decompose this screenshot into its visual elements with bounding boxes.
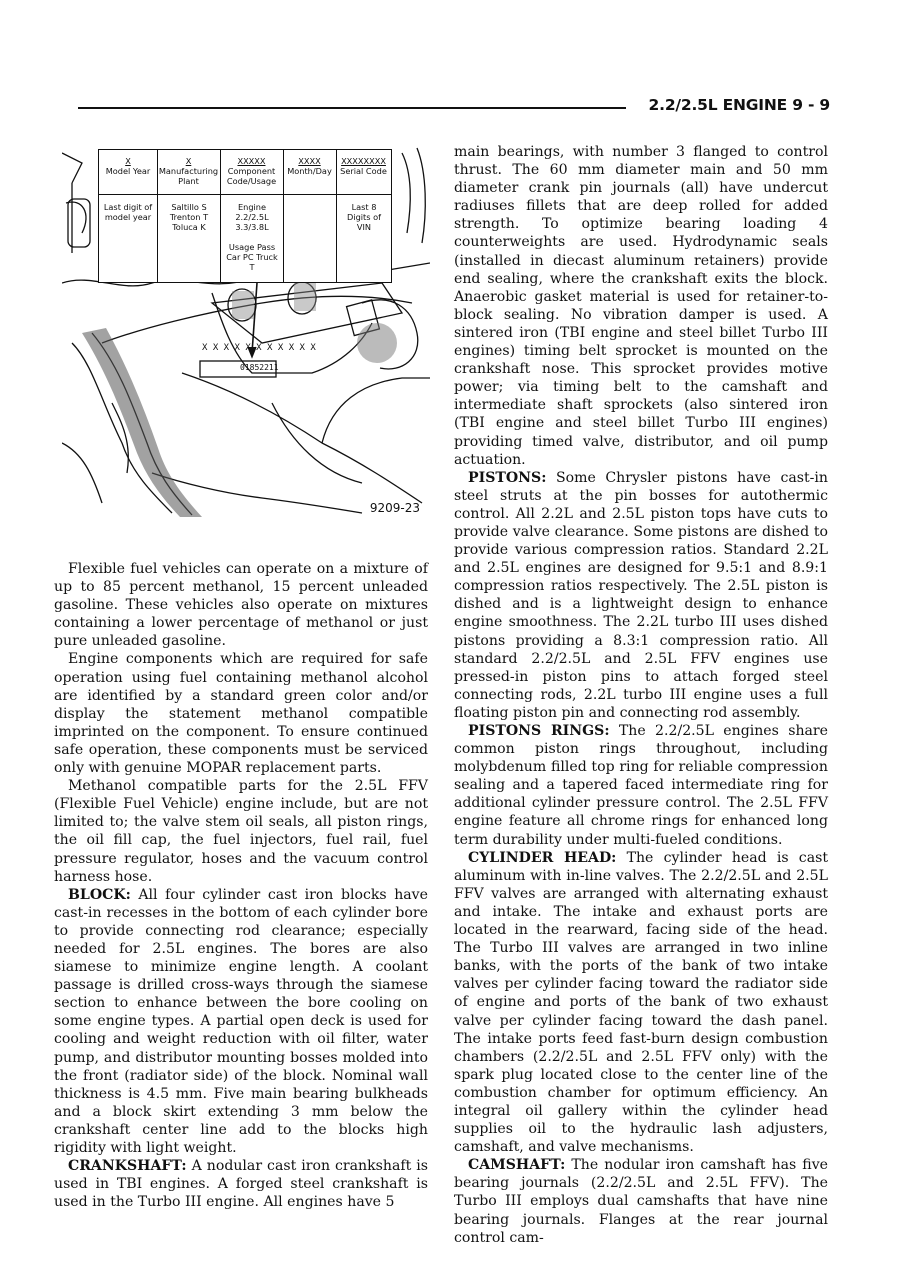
col-label: Month/Day	[287, 166, 332, 176]
table-divider	[99, 194, 391, 195]
table-col-plant	[157, 156, 220, 186]
paragraph-flexible-fuel: Flexible fuel vehicles can operate on a mixture of up to 85 percent methanol, 15 percent unleaded gasoline. These vehicles also operate on mixtures containing a lower percentage of methanol or just pure unleaded gasoline.	[54, 561, 428, 650]
table-col-model-year	[99, 156, 157, 176]
col-detail-component: Engine 2.2/2.5L 3.3/3.8L	[235, 202, 269, 232]
block-heading: BLOCK:	[68, 886, 131, 903]
col-label: Serial Code	[340, 166, 387, 176]
stamp-line-2: 01852211	[240, 363, 279, 372]
paragraph-crankshaft: CRANKSHAFT: A nodular cast iron crankshaft is used in TBI engines. A forged steel crankshaft is used in the Turbo III engine. All engines have 5	[54, 1158, 428, 1211]
col-detail-serial: Last 8 Digits of VIN	[346, 202, 382, 232]
cylinder-head-heading: CYLINDER HEAD:	[468, 849, 617, 866]
paragraph-pistons: PISTONS: Some Chrysler pistons have cast-in steel struts at the pin bosses for autothermic control. All 2.2L and 2.5L piston tops have cuts to provide valve clearance. Some pistons are dished to provide various compression ratios. Standard 2.2L and 2.5L engines are designed for 9.5:1 and 8.9:1 compression ratios respectively. The 2.5L piston is dished and is a lightweight design to enhance engine smoothness. The 2.2L turbo III uses dished pistons providing a 8.3:1 compression ratio. All standard 2.2/2.5L and 2.5L FFV engines use pressed-in piston pins to attach forged steel connecting rods, 2.2L turbo III engine uses a full floating piston pin and connecting rod assembly.	[454, 469, 828, 721]
paragraph-engine-components: Engine components which are required for safe operation using fuel containing methanol alcohol are identified by a standard green color and/or display the statement methanol compatible imprinted on the component. To ensure continued safe operation, these components must be serviced only with genuine MOPAR replacement parts.	[54, 651, 428, 777]
header-rule	[78, 107, 626, 109]
col-label: Manufacturing Plant	[158, 166, 219, 186]
pistons-heading: PISTONS:	[468, 469, 547, 486]
figure-code: 9209-23	[369, 501, 420, 515]
piston-rings-heading: PISTONS RINGS:	[468, 723, 610, 739]
col-code: XXXXX	[237, 156, 266, 166]
col-code: X	[185, 156, 192, 166]
col-label: Component Code/Usage	[226, 166, 277, 186]
left-column	[54, 560, 428, 1211]
stamp-line-1: X X X X X X X X X X X	[202, 343, 316, 353]
camshaft-heading: CAMSHAFT:	[468, 1157, 566, 1174]
paragraph-cylinder-head: CYLINDER HEAD: The cylinder head is cast aluminum with in-line valves. The 2.2/2.5L and 2.5L FFV valves are arranged with alternating exhaust and intake. The intake and exhaust ports are located in the rearward, facing side of the head. The Turbo III valves are arranged in two inline banks, with the ports of the bank of two intake valves per cylinder facing toward the radiator side of engine and ports of the bank of two exhaust valve per cylinder facing toward the dash panel. The intake ports feed fast-burn design combustion chambers (2.2/2.5L and 2.5L FFV only) with the spark plug located close to the center line of the combustion chamber for optimum efficiency. An integral oil gallery within the cylinder head supplies oil to the hydraulic lash adjusters, camshaft, and valve mechanisms.	[454, 849, 828, 1156]
col-detail-plant: Saltillo S Trenton T Toluca K	[169, 202, 209, 232]
col-detail-usage: Usage Pass Car PC Truck T	[226, 242, 278, 272]
table-col-component	[220, 156, 283, 186]
col-code: XXXX	[298, 156, 321, 166]
col-code: XXXXXXXX	[341, 156, 386, 166]
table-col-serial	[336, 156, 391, 176]
crankshaft-heading: CRANKSHAFT:	[68, 1158, 187, 1175]
engine-id-figure	[62, 143, 430, 521]
col-label: Model Year	[105, 166, 151, 176]
right-column	[454, 143, 828, 1247]
col-detail-model-year: Last digit of model year	[103, 202, 153, 222]
page-header	[78, 96, 830, 120]
paragraph-main-bearings: main bearings, with number 3 flanged to control thrust. The 60 mm diameter main and 50 mm diameter crank pin journals (all) have undercut radiuses fillets that are deep rolled for added strength. To optimize bearing loading 4 counterweights are used. Hydrodynamic seals (installed in diecast aluminum retainers) provide end sealing, where the crankshaft exits the block. Anaerobic gasket material is used for retainer-to-block sealing. No vibration damper is used. A sintered iron (TBI engine and steel billet Turbo III engines) timing belt sprocket is mounted on the crankshaft nose. This sprocket provides motive power; via timing belt to the camshaft and intermediate shaft sprockets (also sintered iron (TBI engine and steel billet Turbo III engines) providing timed valve, distributor, and oil pump actuation.	[454, 144, 828, 468]
engine-id-table	[98, 149, 392, 283]
paragraph-camshaft: CAMSHAFT: The nodular iron camshaft has five bearing journals (2.2/2.5L and 2.5L FFV). The Turbo III employs dual camshafts that have nine bearing journals. Flanges at the rear journal control cam-	[454, 1157, 828, 1246]
paragraph-methanol-parts: Methanol compatible parts for the 2.5L FFV (Flexible Fuel Vehicle) engine include, but are not limited to; the valve stem oil seals, all piston rings, the oil fill cap, the fuel injectors, fuel rail, fuel pressure regulator, hoses and the vacuum control harness hose.	[54, 778, 428, 885]
page-title: 2.2/2.5L ENGINE 9 - 9	[648, 96, 830, 114]
table-col-month-day	[283, 156, 336, 176]
paragraph-block: BLOCK: All four cylinder cast iron blocks have cast-in recesses in the bottom of each cylinder bore to provide connecting rod clearance; especially needed for 2.5L engines. The bores are also siamese to minimize engine length. A coolant passage is drilled cross-ways through the siamese section to enhance between the bore cooling on some engine types. A partial open deck is used for cooling and weight reduction with oil filter, water pump, and distributor mounting bosses molded into the front (radiator side) of the block. Nominal wall thickness is 4.5 mm. Five main bearing bulkheads and a block skirt extending 3 mm below the crankshaft center line add to the blocks high rigidity with light weight.	[54, 886, 428, 1156]
paragraph-piston-rings: PISTONS RINGS: The 2.2/2.5L engines share common piston rings throughout, including molybdenum filled top ring for reliable compression sealing and a tapered faced intermediate ring for additional cylinder pressure control. The 2.5L FFV engine feature all chrome rings for enhanced long term durability under multi-fueled conditions.	[454, 723, 828, 848]
col-code: X	[125, 156, 131, 166]
